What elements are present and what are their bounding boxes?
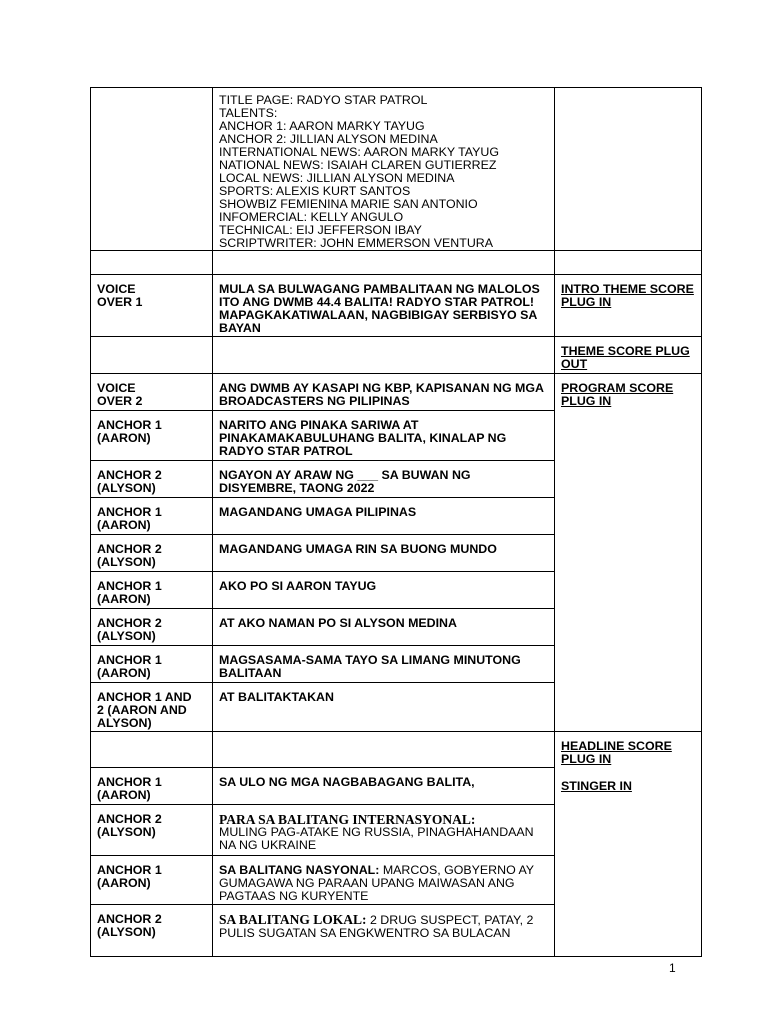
speaker-cell: ANCHOR 1 (AARON) [91,646,213,683]
title-line: SCRIPTWRITER: JOHN EMMERSON VENTURA [219,236,493,250]
cell-empty [91,732,213,768]
script-line: MAGSASAMA-SAMA TAYO SA LIMANG MINUTONG BALITAAN [213,646,555,683]
script-line [213,856,555,905]
script-line: AT AKO NAMAN PO SI ALYSON MEDINA [213,609,555,646]
production-cue: HEADLINE SCORE PLUG IN [561,739,672,766]
production-cue-group [555,732,702,957]
production-cue: INTRO THEME SCORE PLUG IN [555,275,702,337]
production-cue: STINGER IN [561,779,632,793]
script-table [90,87,702,957]
cell-empty [91,251,213,275]
cell-empty [91,337,213,374]
script-line: AT BALITAKTAKAN [213,683,555,732]
speaker-cell: ANCHOR 1 (AARON) [91,411,213,461]
script-line: MAGANDANG UMAGA RIN SA BUONG MUNDO [213,535,555,572]
title-line: TECHNICAL: EIJ JEFFERSON IBAY [219,223,422,237]
script-line: MAGANDANG UMAGA PILIPINAS [213,498,555,535]
speaker-cell: ANCHOR 1 AND 2 (AARON AND ALYSON) [91,683,213,732]
title-block [213,88,555,251]
speaker-cell: ANCHOR 2 (ALYSON) [91,535,213,572]
speaker-cell: ANCHOR 2 (ALYSON) [91,461,213,498]
speaker-cell: VOICE OVER 2 [91,374,213,411]
table-row [91,88,702,251]
script-line: NARITO ANG PINAKA SARIWA AT PINAKAMAKABULUHANG BALITA, KINALAP NG RADYO STAR PATROL [213,411,555,461]
title-line: ANCHOR 2: JILLIAN ALYSON MEDINA [219,132,438,146]
title-line: ANCHOR 1: AARON MARKY TAYUG [219,119,425,133]
speaker-cell: ANCHOR 1 (AARON) [91,768,213,805]
speaker-cell: ANCHOR 2 (ALYSON) [91,905,213,957]
news-heading: PARA SA BALITANG INTERNASYONAL: [219,812,476,827]
news-heading: SA BALITANG NASYONAL: [219,863,380,877]
script-line: AKO PO SI AARON TAYUG [213,572,555,609]
title-line: NATIONAL NEWS: ISAIAH CLAREN GUTIERREZ [219,158,497,172]
title-line: TITLE PAGE: RADYO STAR PATROL [219,93,428,107]
script-line: SA ULO NG MGA NAGBABAGANG BALITA, [213,768,555,805]
title-line: INTERNATIONAL NEWS: AARON MARKY TAYUG [219,145,499,159]
table-row [91,337,702,374]
speaker-cell: ANCHOR 2 (ALYSON) [91,805,213,856]
title-line: TALENTS: [219,106,278,120]
cell-empty [555,251,702,275]
news-text: MULING PAG-ATAKE NG RUSSIA, PINAGHAHANDAAN NA NG UKRAINE [219,825,534,852]
table-row [91,732,702,768]
speaker-cell: ANCHOR 2 (ALYSON) [91,609,213,646]
production-cue: THEME SCORE PLUG OUT [555,337,702,374]
production-cue: PROGRAM SCORE PLUG IN [555,374,702,732]
news-text: MARCOS, GOBYERNO AY GUMAGAWA NG PARAAN UPANG MAIWASAN ANG PAGTAAS NG KURYENTE [219,863,534,903]
cell-empty [555,88,702,251]
speaker-cell: ANCHOR 1 (AARON) [91,856,213,905]
table-row [91,374,702,411]
script-line: NGAYON AY ARAW NG ___ SA BUWAN NG DISYEMBRE, TAONG 2022 [213,461,555,498]
news-text: 2 DRUG SUSPECT, PATAY, 2 PULIS SUGATAN SA ENGKWENTRO SA BULACAN [219,913,534,940]
script-line: MULA SA BULWAGANG PAMBALITAAN NG MALOLOS ITO ANG DWMB 44.4 BALITA! RADYO STAR PATROL! MAPAGKAKATIWALAAN, NAGBIBIGAY SERBISYO SA BAYAN [213,275,555,337]
title-line: INFOMERCIAL: KELLY ANGULO [219,210,404,224]
speaker-cell: ANCHOR 1 (AARON) [91,498,213,535]
speaker-cell: ANCHOR 1 (AARON) [91,572,213,609]
script-line [213,905,555,957]
cell-empty [213,337,555,374]
cell-empty [213,732,555,768]
page-number: 1 [669,961,676,975]
cell-empty [91,88,213,251]
speaker-cell: VOICE OVER 1 [91,275,213,337]
title-line: SHOWBIZ FEMIENINA MARIE SAN ANTONIO [219,197,478,211]
script-line [213,805,555,856]
table-row [91,251,702,275]
title-line: LOCAL NEWS: JILLIAN ALYSON MEDINA [219,171,455,185]
script-line: ANG DWMB AY KASAPI NG KBP, KAPISANAN NG MGA BROADCASTERS NG PILIPINAS [213,374,555,411]
cell-empty [213,251,555,275]
news-heading: SA BALITANG LOKAL: [219,912,367,927]
title-line: SPORTS: ALEXIS KURT SANTOS [219,184,411,198]
table-row [91,275,702,337]
